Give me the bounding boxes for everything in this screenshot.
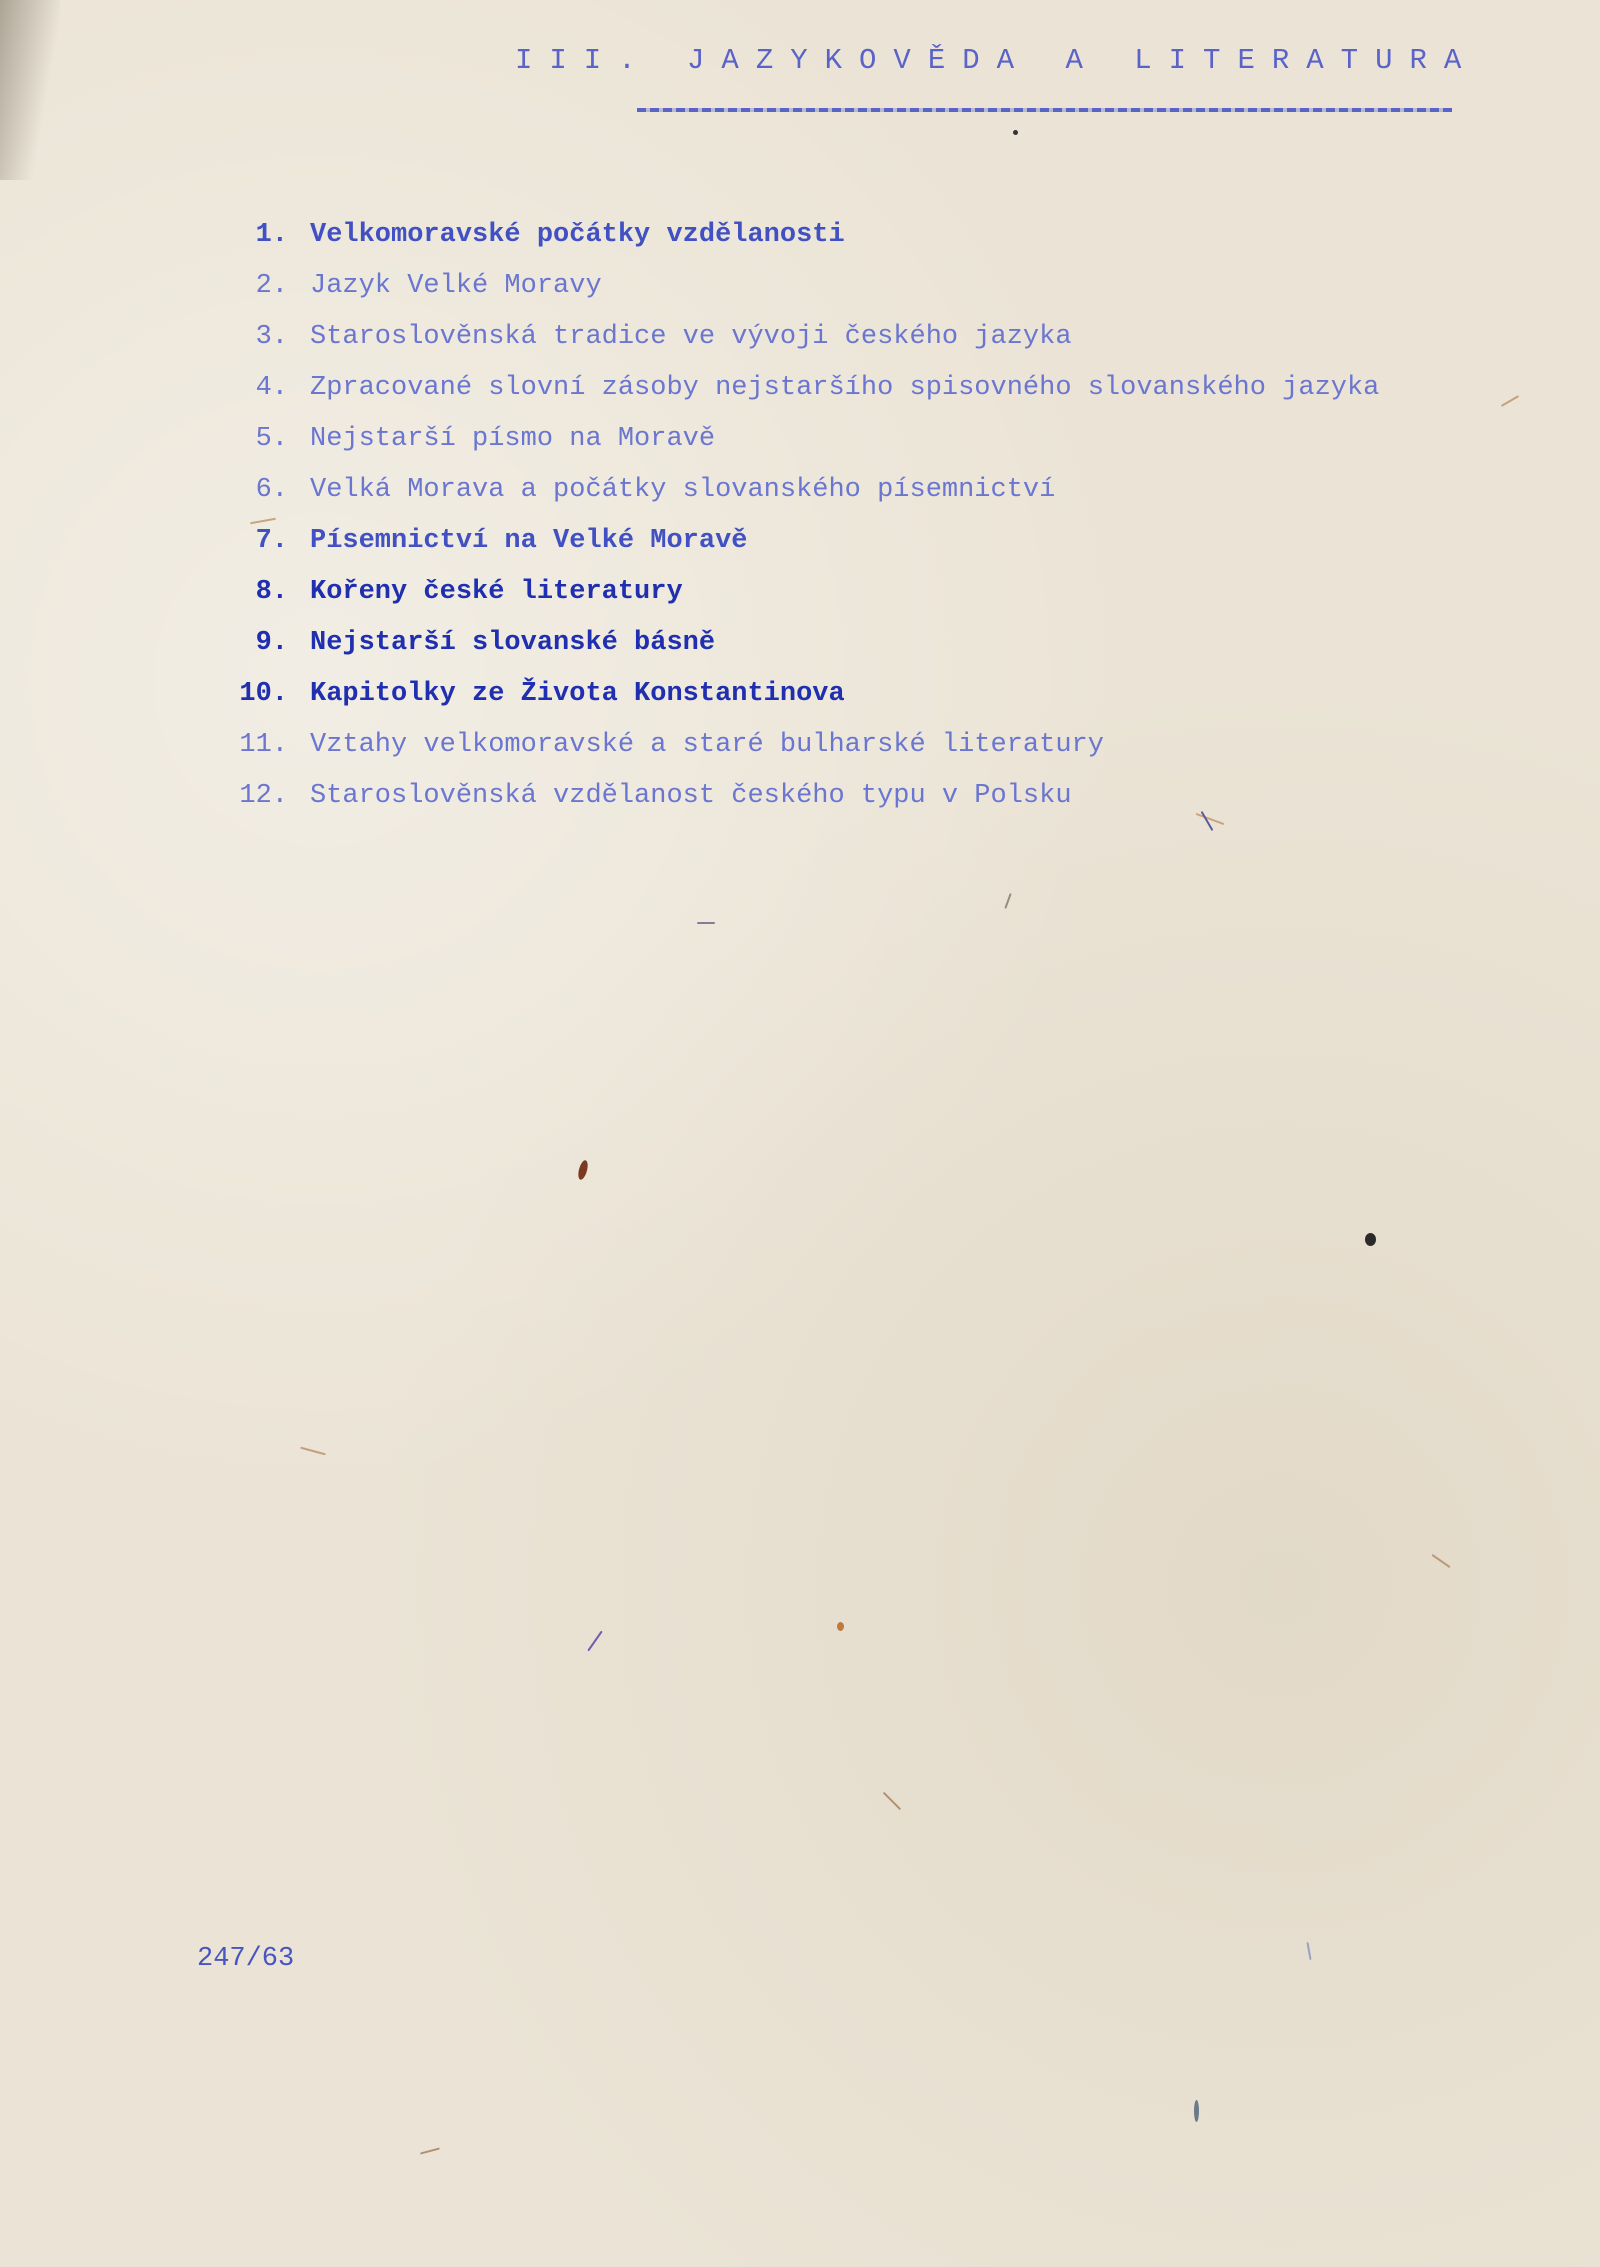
item-text: Staroslověnská vzdělanost českého typu v Polsku (310, 781, 1072, 811)
item-number: 6. (255, 475, 288, 505)
item-number: 4. (255, 373, 288, 403)
list-item (200, 720, 1379, 771)
item-text: Velká Morava a počátky slovanského písemnictví (310, 475, 1056, 505)
paper-fiber (300, 1447, 326, 1456)
list-item (200, 312, 1379, 363)
paper-speck (577, 1159, 590, 1180)
item-number: 5. (255, 424, 288, 454)
item-text: Kapitolky ze Života Konstantinova (310, 679, 845, 709)
list-item (200, 567, 1379, 618)
item-text: Zpracované slovní zásoby nejstaršího spisovného slovanského jazyka (310, 373, 1380, 403)
item-number: 12. (239, 781, 288, 811)
paper-fiber (697, 922, 715, 924)
paper-fiber (1306, 1942, 1311, 1960)
item-text: Velkomoravské počátky vzdělanosti (310, 220, 845, 250)
list-item (200, 261, 1379, 312)
paper-fiber (587, 1631, 602, 1652)
page-corner-shadow (0, 0, 60, 180)
paper-speck (1365, 1233, 1376, 1246)
item-number: 3. (255, 322, 288, 352)
paper-speck (1013, 130, 1018, 135)
list-item (200, 618, 1379, 669)
item-text: Vztahy velkomoravské a staré bulharské literatury (310, 730, 1104, 760)
topic-list (200, 210, 1379, 822)
paper-speck (837, 1622, 844, 1631)
paper-fiber (1431, 1554, 1450, 1568)
item-text: Kořeny české literatury (310, 577, 683, 607)
paper-fiber (1501, 395, 1519, 407)
document-heading: III. JAZYKOVĚDA A LITERATURA (515, 44, 1479, 77)
item-number: 10. (239, 679, 288, 709)
item-text: Jazyk Velké Moravy (310, 271, 602, 301)
item-number: 2. (255, 271, 288, 301)
paper-speck (1194, 2100, 1199, 2122)
item-text: Nejstarší slovanské básně (310, 628, 716, 658)
list-item (200, 210, 1379, 261)
paper-fiber (420, 2147, 440, 2154)
item-text: Nejstarší písmo na Moravě (310, 424, 716, 454)
item-number: 8. (255, 577, 288, 607)
item-text: Písemnictví na Velké Moravě (310, 526, 748, 556)
item-text: Staroslověnská tradice ve vývoji českého jazyka (310, 322, 1072, 352)
list-item (200, 414, 1379, 465)
item-number: 11. (239, 730, 288, 760)
list-item (200, 516, 1379, 567)
list-item (200, 363, 1379, 414)
heading-underline (637, 108, 1452, 112)
item-number: 7. (255, 526, 288, 556)
paper-fiber (883, 1792, 901, 1810)
paper-fiber (1004, 893, 1011, 909)
document-reference-number: 247/63 (197, 1944, 295, 1974)
list-item (200, 669, 1379, 720)
item-number: 9. (255, 628, 288, 658)
list-item (200, 465, 1379, 516)
item-number: 1. (255, 220, 288, 250)
